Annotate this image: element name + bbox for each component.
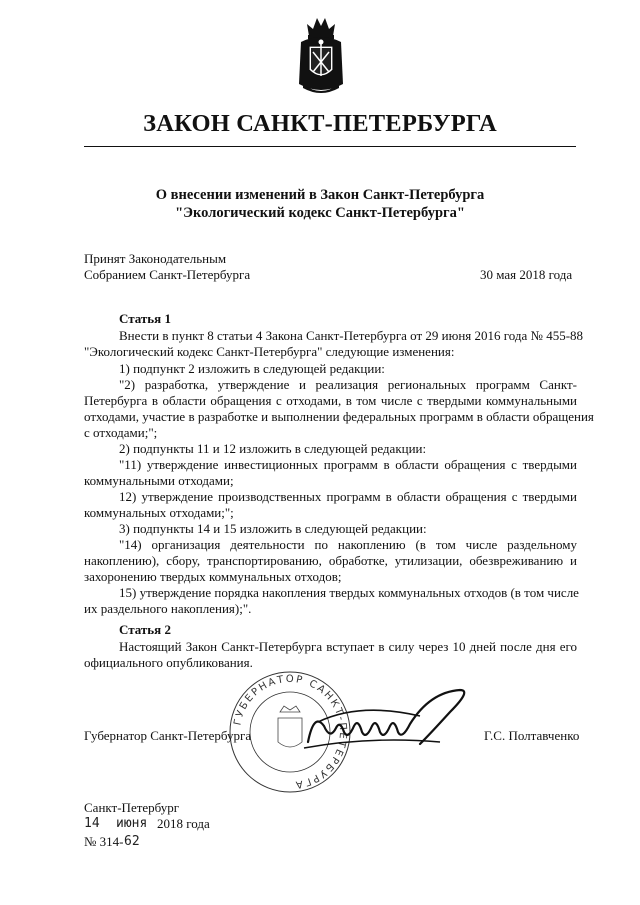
adopted-by-line1: Принят Законодательным	[84, 251, 227, 266]
handwritten-signature	[300, 682, 490, 762]
footer-day: 14	[84, 816, 100, 831]
law-title: ЗАКОН САНКТ-ПЕТЕРБУРГА	[143, 110, 497, 137]
article2-heading: Статья 2	[119, 622, 171, 637]
law-subtitle-line1: О внесении изменений в Закон Санкт-Петербурга	[155, 187, 485, 203]
item2-quote1-line1: "11) утверждение инвестиционных программ в области обращения с твердыми	[119, 457, 577, 472]
item2-quote2-line2: коммунальных отходами;";	[84, 505, 234, 520]
title-divider	[84, 146, 576, 147]
item2-quote1-line2: коммунальными отходами;	[84, 473, 234, 488]
spb-coat-of-arms-icon	[293, 12, 349, 98]
footer-city: Санкт-Петербург	[84, 800, 180, 815]
article2-text-line2: официального опубликования.	[84, 655, 253, 670]
adoption-date: 30 мая 2018 года	[480, 267, 573, 282]
article2-text-line1: Настоящий Закон Санкт-Петербурга вступает в силу через 10 дней после дня его	[119, 639, 577, 654]
item3-quote1-line1: "14) организация деятельности по накоплению (в том числе раздельному	[119, 537, 577, 552]
item1-quote-line3: отходами, участие в разработке и выполнении федеральных программ в области обращения	[84, 409, 594, 424]
item3-quote1-line2: накоплению), сбору, транспортированию, обработке, утилизации, обезвреживанию и	[84, 553, 577, 568]
law-subtitle-line2: "Экологический кодекс Санкт-Петербурга"	[175, 205, 465, 221]
article1-intro-line2: "Экологический кодекс Санкт-Петербурга" следующие изменения:	[84, 344, 455, 359]
article1-item1: 1) подпункт 2 изложить в следующей редакции:	[119, 361, 385, 376]
adopted-by-line2: Собранием Санкт-Петербурга	[84, 267, 251, 282]
item1-quote-line2: Петербурга в области обращения с отходами, в том числе с твердыми коммунальными	[84, 393, 577, 408]
footer-month: июня	[116, 816, 148, 831]
article1-heading: Статья 1	[119, 311, 171, 326]
footer-number-prefix: № 314-	[84, 834, 124, 849]
footer-year: 2018 года	[157, 816, 210, 831]
governor-name: Г.С. Полтавченко	[484, 728, 580, 743]
footer-number-suffix: 62	[124, 834, 140, 849]
item3-quote2-line2: их раздельного накопления);".	[84, 601, 252, 616]
item3-quote2-line1: 15) утверждение порядка накопления твердых коммунальных отходов (в том числе	[119, 585, 579, 600]
item1-quote-line1: "2) разработка, утверждение и реализация региональных программ Санкт-	[119, 377, 577, 392]
item3-quote1-line3: захоронению твердых коммунальных отходов;	[84, 569, 342, 584]
article1-item3: 3) подпункты 14 и 15 изложить в следующей редакции:	[119, 521, 427, 536]
governor-position: Губернатор Санкт-Петербурга	[84, 728, 252, 743]
article1-item2: 2) подпункты 11 и 12 изложить в следующей редакции:	[119, 441, 427, 456]
item2-quote2-line1: 12) утверждение производственных программ в области обращения с твердыми	[119, 489, 577, 504]
seal-text: ГУБЕРНАТОР САНКТ-ПЕТЕРБУРГА	[232, 673, 349, 790]
item1-quote-line4: с отходами;";	[84, 425, 158, 440]
article1-intro-line1: Внести в пункт 8 статьи 4 Закона Санкт-Петербурга от 29 июня 2016 года № 455-88	[119, 328, 584, 343]
